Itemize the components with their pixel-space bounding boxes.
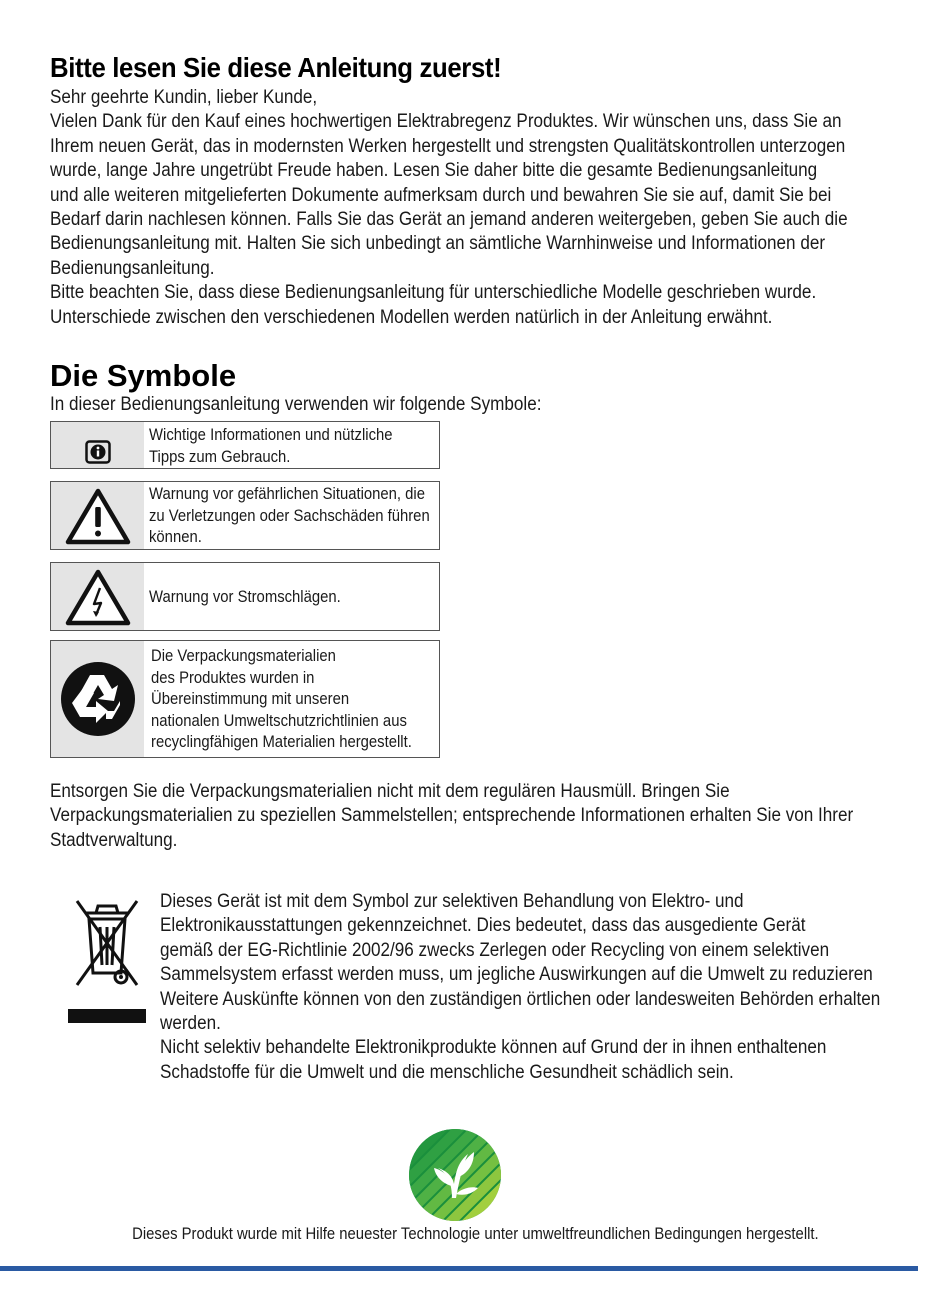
symbol-row-warning — [50, 481, 440, 550]
symbol-text-line: können. — [149, 528, 202, 546]
disposal-line: Verpackungsmaterialien zu speziellen Sammelstellen; entsprechende Informationen erhalten Sie von Ihrer — [50, 805, 854, 827]
weee-line: Schadstoffe für die Umwelt und die menschliche Gesundheit schädlich sein. — [160, 1061, 734, 1083]
symbol-icon-cell — [51, 563, 144, 630]
info-icon — [85, 440, 111, 464]
intro-line: Bitte beachten Sie, dass diese Bedienungsanleitung für unterschiedliche Modelle geschrieben wurde. — [50, 282, 817, 304]
symbol-row-electric — [50, 562, 440, 631]
intro-line: wurde, lange Jahre ungetrübt Freude haben. Lesen Sie daher bitte die gesamte Bedienungsanleitung — [50, 160, 818, 182]
symbol-text-line: Wichtige Informationen und nützliche — [149, 426, 393, 444]
weee-line: Nicht selektiv behandelte Elektronikprodukte können auf Grund der in ihnen enthaltenen — [160, 1037, 827, 1059]
symbols-heading: Die Symbole — [50, 358, 237, 393]
symbol-description — [149, 484, 461, 549]
recycle-icon — [60, 661, 136, 737]
intro-line: Unterschiede zwischen den verschiedenen Modellen werden natürlich in der Anleitung erwähnt. — [50, 306, 773, 328]
weee-line: Elektronikausstattungen gekennzeichnet. Dies bedeutet, dass das ausgediente Gerät — [160, 915, 806, 937]
symbol-description — [149, 587, 362, 609]
symbol-row-info — [50, 421, 440, 469]
weee-line: werden. — [160, 1013, 221, 1035]
page-title: Bitte lesen Sie diese Anleitung zuerst! — [50, 52, 502, 83]
intro-line: Sehr geehrte Kundin, lieber Kunde, — [50, 87, 318, 108]
eco-leaf-icon — [408, 1128, 502, 1222]
weee-line: Weitere Auskünfte können von den zuständigen örtlichen oder landesweiten Behörden erhalten — [160, 988, 881, 1010]
electric-shock-icon — [64, 568, 132, 626]
symbol-text-line: zu Verletzungen oder Sachschäden führen — [149, 506, 430, 525]
symbol-icon-cell — [51, 422, 144, 468]
intro-line: Bedienungsanleitung mit. Halten Sie sich unbedingt an sämtliche Warnhinweise und Informationen der — [50, 233, 826, 255]
disposal-line: Entsorgen Sie die Verpackungsmaterialien nicht mit dem regulären Hausmüll. Bringen Sie — [50, 781, 730, 802]
warning-icon — [64, 487, 132, 545]
symbol-text-line: nationalen Umweltschutzrichtlinien aus — [151, 711, 407, 730]
intro-line: Bedarf darin nachlesen können. Falls Sie das Gerät an jemand anderen weitergeben, geben Sie auch die — [50, 209, 848, 231]
symbol-text-line: Warnung vor Stromschlägen. — [149, 588, 341, 606]
symbol-text-line: Warnung vor gefährlichen Situationen, die — [149, 485, 426, 503]
symbol-icon-cell — [51, 641, 144, 757]
weee-line: gemäß der EG-Richtlinie 2002/96 zwecks Zerlegen oder Recycling von einem selektiven — [160, 939, 830, 961]
crossed-bin-icon — [62, 893, 152, 1025]
eco-caption — [0, 1225, 950, 1244]
symbol-text-line: Die Verpackungsmaterialien — [151, 647, 336, 665]
symbol-text-line: Tipps zum Gebrauch. — [149, 447, 291, 466]
weee-text — [160, 890, 950, 1085]
symbol-description — [149, 425, 420, 468]
symbols-subheading: In dieser Bedienungsanleitung verwenden wir folgende Symbole: — [50, 394, 542, 415]
symbol-text-line: recyclingfähigen Materialien hergestellt. — [151, 733, 412, 751]
weee-line: Sammelsystem erfasst werden muss, um jegliche Auswirkungen auf die Umwelt zu reduzieren — [160, 964, 873, 986]
intro-line: Ihrem neuen Gerät, das in modernsten Werken hergestellt und strengsten Qualitätskontrollen unterzogen — [50, 135, 846, 157]
intro-line: und alle weiteren mitgelieferten Dokumente aufmerksam durch und bewahren Sie sie auf, damit Sie bei — [50, 184, 832, 206]
symbol-description — [151, 646, 441, 754]
intro-line: Bedienungsanleitung. — [50, 257, 215, 279]
symbol-text-line: Übereinstimmung mit unseren — [151, 690, 350, 708]
eco-logo — [408, 1128, 502, 1227]
disposal-line: Stadtverwaltung. — [50, 829, 178, 851]
intro-line: Vielen Dank für den Kauf eines hochwertigen Elektrabregenz Produktes. Wir wünschen uns, dass Sie an — [50, 111, 842, 133]
symbol-text-line: des Produktes wurden in — [151, 668, 315, 687]
eco-caption-text: Dieses Produkt wurde mit Hilfe neuester Technologie unter umweltfreundlichen Bedingungen hergestellt. — [131, 1225, 819, 1243]
intro-text — [50, 86, 936, 330]
disposal-text — [50, 780, 942, 853]
footer-bar — [0, 1266, 918, 1271]
weee-symbol — [62, 893, 152, 1030]
symbol-row-recycle — [50, 640, 440, 758]
weee-line: Dieses Gerät ist mit dem Symbol zur selektiven Behandlung von Elektro- und — [160, 891, 744, 912]
symbol-icon-cell — [51, 482, 144, 549]
